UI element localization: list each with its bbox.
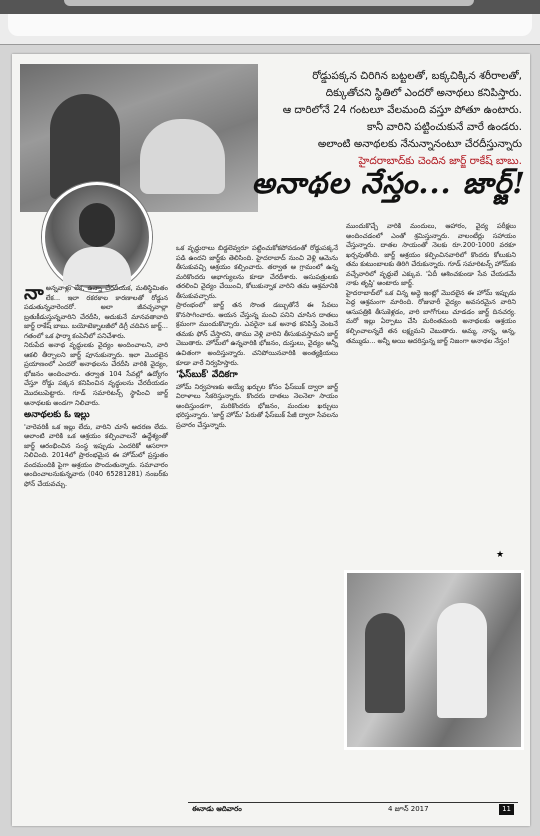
page-footer — [188, 802, 518, 817]
end-star-icon: ★ — [496, 550, 505, 560]
paragraph: నిరుపేద అనాథ వృద్ధులకు వైద్యం అందించాలని, వారి ఆకలి తీర్చాలని జార్జ్ పూనుకున్నారు. ఇలా మొదలైన ప్రయాణంలో ఎందరో అనాథలను చేరదీసి వారికి వైద్యం, భోజనం అందించారు. తర్వాత 104 సేవల్లో ఉద్యోగం చేస్తూ రోడ్డు పక్కన కనిపించిన వృద్ధులను చేరదీయడం మొదలుపెట్టారు. గూడ్ సమారిటన్స్ స్థాపించి జార్జ్ అనాథలకు అండగా నిలిచారు. — [24, 341, 168, 407]
paragraph: ప్రారంభంలో జార్జ్ తన సొంత డబ్బుతోనే ఈ సేవలు కొనసాగించారు. ఆయన చేస్తున్న మంచి పనిని చూసిన దాతలు క్రమంగా ముందుకొచ్చారు. ఎవరైనా ఒక అనాథ కనిపిస్తే వెంటనే తమకు ఫోన్ చేస్తారని, తాము వెళ్లి వారిని తీసుకువస్తామని జార్జ్ చెబుతారు. హోమ్‌లో ఉన్నవారికి భోజనం, దుస్తులు, వైద్యం అన్నీ ఉచితంగా అందిస్తున్నారు. చనిపోయినవారికి అంత్యక్రియలు కూడా వారే నిర్వహిస్తారు. — [176, 301, 338, 367]
column-1 — [24, 284, 168, 489]
column-3 — [346, 222, 516, 346]
column-2 — [176, 244, 338, 430]
portrait-body — [63, 247, 131, 285]
intro-line: రోడ్డుపక్కన చిరిగిన బట్టలతో, బక్కచిక్కిన శరీరాలతో, — [312, 70, 522, 82]
subheading: అనాథలకు ఓ ఇల్లు — [24, 410, 90, 421]
paragraph: హోమ్ నిర్వహణకు అయ్యే ఖర్చుల కోసం ఫేస్‌బుక్ ద్వారా జార్జ్ విరాళాలు సేకరిస్తున్నారు. కొందరు దాతలు నెలనెలా సాయం అందిస్తుండగా, మరికొందరు భోజనం, మందుల ఖర్చులు భరిస్తున్నారు. 'జార్జ్ హోమ్' పేరుతో ఫేస్‌బుక్ పేజీ ద్వారా సేవలను ప్రచారం చేస్తున్నారు. — [176, 382, 338, 429]
portrait-head — [79, 203, 115, 247]
intro-line: హైదరాబాద్‌కు చెందిన జార్జ్ రాకేష్ బాబు. — [358, 155, 522, 167]
article-title: అనాథల నేస్తం... జార్జ్! — [251, 166, 526, 200]
portrait-photo — [42, 182, 152, 292]
intro-line: కానీ వారిని పట్టించుకునే వారే ఉండరు. — [367, 121, 522, 133]
viewer-strip — [0, 14, 540, 45]
top-bar-shape — [64, 0, 474, 6]
drop-cap: నా — [24, 282, 44, 304]
paragraph: ముందుకొచ్చే వారికి మందులు, ఆహారం, వైద్య పరీక్షలు అందించడంలో ఎంతో శ్రమిస్తున్నారు. వాలంటీర్లు సహాయం చేస్తున్నారు. దాతల సాయంతో నెలకు రూ.200-1000 వరకూ ఖర్చవుతోంది. జార్జ్ ఆశ్రయం కల్పించినవారిలో కొందరు కోలుకుని తమ కుటుంబాలకు తిరిగి చేరుకున్నారు. గూడ్ సమారిటన్స్ హోమ్‌కు వచ్చేవారిలో వృద్ధులే ఎక్కువ. 'ఏదీ ఆశించకుండా సేవ చేయడమే నాకు తృప్తి' అంటారు జార్జ్. — [346, 222, 516, 288]
top-bar — [0, 0, 540, 14]
paragraph: హైదరాబాద్‌లో ఒక చిన్న అద్దె ఇంట్లో మొదలైన ఈ హోమ్ ఇప్పుడు పెద్ద ఆశ్రమంగా మారింది. రోజువారీ వైద్యం అవసరమైన వారిని ఆసుపత్రికి తీసుకెళ్లడం, వారి బాగోగులు చూడడం జార్జ్ దినచర్య. మరో ఇల్లు ఏర్పాటు చేసి మరింతమంది అనాథలకు ఆశ్రయం కల్పించాలన్నదే తన లక్ష్యమని చెబుతారు. అమ్మ, నాన్న, అన్న, తమ్ముడు... అన్నీ అయి ఆదరిస్తున్న జార్జ్ నిజంగా అనాథల నేస్తం! — [346, 288, 516, 345]
photo-person — [437, 603, 487, 718]
photo-person — [365, 613, 405, 713]
intro-line: దిక్కుతోచని స్థితిలో ఎందరో అనాథలు కనిపిస్తారు. — [325, 87, 522, 99]
paragraph: 'వారెవరికీ ఒక ఇల్లు లేదు, వారిని చూసే ఆదరణ లేదు. అలాంటి వారికి ఒక ఆశ్రయం కల్పించాలనే' ఉద్దేశ్యంతో జార్జ్ ఆరంభించిన సంస్థ ఇప్పుడు ఎందరికో ఆసరాగా నిలిచింది. 2014లో ప్రారంభమైన ఈ హోమ్‌లో ప్రస్తుతం వందమందికి పైగా ఆశ్రయం పొందుతున్నారు. సమాచారం అందించాలనుకున్నవారు (040 65281281) నంబర్‌కు ఫోన్ చేయవచ్చు. — [24, 422, 168, 488]
page-number: 11 — [499, 804, 514, 815]
paragraph — [24, 284, 168, 341]
publication-name: ఈనాడు ఆదివారం — [192, 805, 242, 813]
viewer-strip-shape — [8, 14, 532, 36]
bottom-photo — [344, 570, 524, 750]
subheading: 'ఫేస్‌బుక్' వేదికగా — [176, 370, 238, 381]
newspaper-page — [12, 54, 530, 826]
issue-date: 4 జూన్ 2017 — [388, 805, 429, 813]
paragraph-text: అన్నవాళ్లు లేక, ఉన్నా చేరదీయక, మతిస్థిమితం లేక... ఇలా రకరకాల కారణాలతో రోడ్డున పడుతున్నవారెందరో. అలా జీవచ్ఛవాల్లా బ్రతుకీడుస్తున్నవారిని చేరదీసి, ఆదుకునే మానవతావాది జార్జ్ రాకేష్ బాబు. బయోటెక్నాలజీలో డిగ్రీ చదివిన జార్జ్... గతంలో ఒక ఫార్మా కంపెనీలో పనిచేశారు. — [24, 284, 168, 340]
paragraph: ఒక వృద్ధురాలు బిడ్డలెవ్వరూ పట్టించుకోకపోవడంతో రోడ్డుపక్కనే పడి ఉందని జార్జ్‌కు తెలిసింది. హైదరాబాద్ నుంచి వెళ్లి ఆమెను తీసుకువచ్చి ఆశ్రయం కల్పించారు. తర్వాత ఆ గ్రామంలో ఉన్న మరికొందరు అభాగ్యులను కూడా చేరదీశారు. ఆసుపత్రులకు తరలించి వైద్యం చేయించి, కోలుకున్నాక వారిని తమ ఆశ్రమానికి తీసుకువచ్చారు. — [176, 244, 338, 300]
bottom-photo-image — [347, 573, 521, 747]
intro-line: అలాంటి అనాథలకు నేనున్నానంటూ చేరదీస్తున్నారు — [317, 138, 522, 150]
intro-line: ఆ దారిలోనే 24 గంటలూ వేలమంది వస్తూ పోతూ ఉంటారు. — [282, 104, 522, 116]
intro-block — [222, 68, 522, 170]
